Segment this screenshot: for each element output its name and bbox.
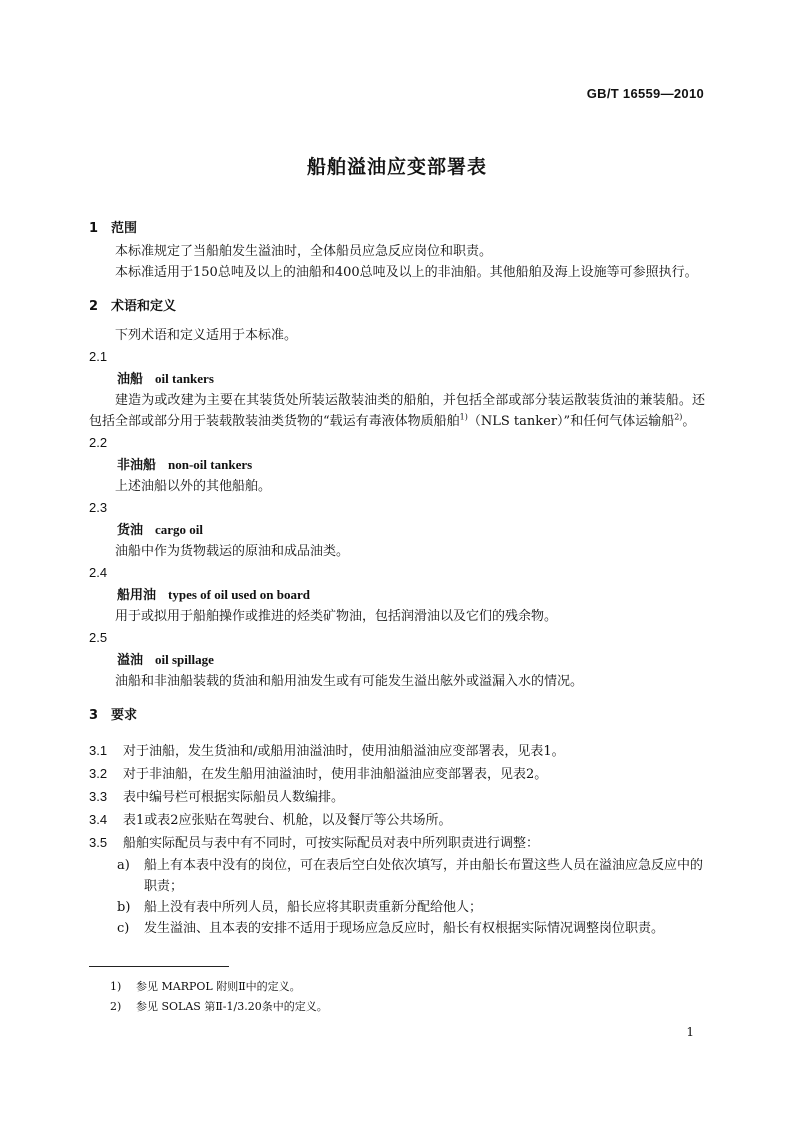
document-body <box>89 217 705 939</box>
term-en: oil spillage <box>155 652 214 667</box>
requirement-item: 3.5 船舶实际配员与表中有不同时，可按实际配员对表中所列职责进行调整： <box>89 832 705 855</box>
term-definition: 油船中作为货物载运的原油和成品油类。 <box>115 544 350 559</box>
requirement-item: 3.3 表中编号栏可根据实际船员人数编排。 <box>89 786 705 809</box>
section-number: 3 <box>89 708 99 723</box>
footnote: 2) 参见 SOLAS 第Ⅱ-1/3.20条中的定义。 <box>110 1000 328 1013</box>
term-number: 2.1 <box>89 349 108 364</box>
term-entry <box>89 584 705 606</box>
term-number: 2.3 <box>89 500 108 515</box>
requirement-number: 3.1 <box>89 743 108 758</box>
section-number: 2 <box>89 299 99 314</box>
requirement-number: 3.3 <box>89 789 108 804</box>
footnote-ref: 1) <box>459 412 468 422</box>
scope-paragraph-1: 本标准规定了当船舶发生溢油时，全体船员应急反应岗位和职责。 <box>115 244 493 259</box>
page-number: 1 <box>686 1025 694 1039</box>
requirement-number: 3.2 <box>89 766 108 781</box>
requirement-number: 3.5 <box>89 835 108 850</box>
section-heading-terms <box>89 295 705 319</box>
term-definition: 用于或拟用于船舶操作或推进的烃类矿物油，包括润滑油以及它们的残余物。 <box>115 609 558 624</box>
term-number: 2.2 <box>89 435 108 450</box>
document-title: 船舶溢油应变部署表 <box>306 156 487 178</box>
requirement-item: 3.4 表1或表2应张贴在驾驶台、机舱，以及餐厅等公共场所。 <box>89 809 705 832</box>
term-definition: 建造为或改建为主要在其装货处所装运散装油类的船舶，并包括全部或部分装运散装货油的兼装船。还包括全部或部分用于装载散装油类货物的“载运有毒液体物质船舶$^{1)}$（NLS tanker）”和任何气体运输船$^{2)}$。 <box>89 393 705 429</box>
list-item: a) 船上有本表中没有的岗位，可在表后空白处依次填写，并由船长布置这些人员在溢油应急反应中的职责； <box>89 855 705 897</box>
term-number: 2.4 <box>89 565 108 580</box>
requirement-number: 3.4 <box>89 812 108 827</box>
section-heading-requirements <box>89 704 705 728</box>
term-cn: 船用油 <box>117 588 157 603</box>
list-label: b) <box>117 900 131 915</box>
term-number: 2.5 <box>89 630 108 645</box>
section-heading-scope <box>89 217 705 241</box>
footnote-ref: 2) <box>674 412 683 422</box>
term-definition: 油船和非油船装载的货油和船用油发生或有可能发生溢出舷外或溢漏入水的情况。 <box>115 674 584 689</box>
term-cn: 货油 <box>117 523 144 538</box>
section-title: 要求 <box>111 708 138 723</box>
term-entry <box>89 649 705 671</box>
term-cn: 溢油 <box>117 653 144 668</box>
standard-code: GB/T 16559—2010 <box>586 86 704 101</box>
term-entry <box>89 454 705 476</box>
section-number: 1 <box>89 221 99 236</box>
term-en: oil tankers <box>155 371 214 386</box>
term-en: cargo oil <box>155 522 204 537</box>
footnote-divider <box>89 966 229 967</box>
term-cn: 油船 <box>117 372 144 387</box>
list-item: b) 船上没有表中所列人员，船长应将其职责重新分配给他人； <box>89 897 705 918</box>
term-cn: 非油船 <box>117 458 157 473</box>
requirement-item: 3.1 对于油船，发生货油和/或船用油溢油时，使用油船溢油应变部署表，见表1。 <box>89 740 705 763</box>
term-entry <box>89 519 705 541</box>
term-en: types of oil used on board <box>168 587 310 602</box>
term-entry <box>89 368 705 390</box>
terms-intro: 下列术语和定义适用于本标准。 <box>115 328 298 343</box>
section-title: 术语和定义 <box>111 299 177 314</box>
footnotes <box>110 977 328 1017</box>
term-en: non-oil tankers <box>168 457 253 472</box>
list-item: c) 发生溢油、且本表的安排不适用于现场应急反应时，船长有权根据实际情况调整岗位职责。 <box>89 918 705 939</box>
requirement-item: 3.2 对于非油船，在发生船用油溢油时，使用非油船溢油应变部署表，见表2。 <box>89 763 705 786</box>
scope-paragraph-2: 本标准适用于150总吨及以上的油船和400总吨及以上的非油船。其他船舶及海上设施等可参照执行。 <box>115 265 698 280</box>
list-label: a) <box>117 858 130 873</box>
footnote: 1) 参见 MARPOL 附则Ⅱ中的定义。 <box>110 980 301 993</box>
section-title: 范围 <box>111 221 138 236</box>
term-definition: 上述油船以外的其他船舶。 <box>115 479 272 494</box>
list-label: c) <box>117 921 130 936</box>
